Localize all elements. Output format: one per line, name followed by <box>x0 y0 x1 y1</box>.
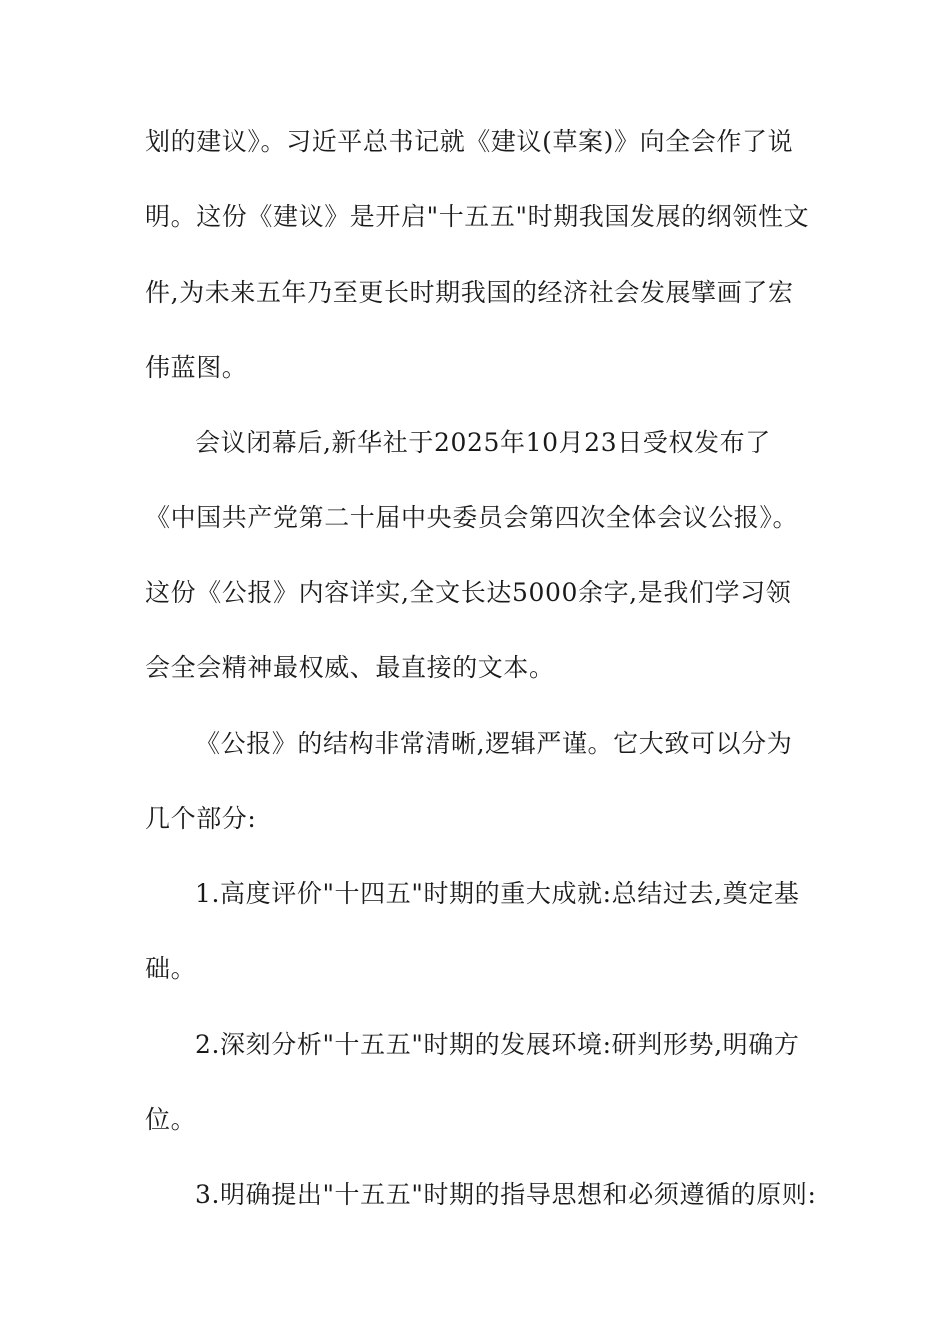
paragraph-3-line-2: 几个部分: <box>145 804 257 833</box>
list-item-2-line-2: 位。 <box>145 1105 197 1134</box>
paragraph-2-line-1: 会议闭幕后,新华社于2025年10月23日受权发布了 <box>195 428 771 457</box>
list-item-1-line-1: 1.高度评价"十四五"时期的重大成就:总结过去,奠定基 <box>195 879 800 908</box>
paragraph-2-line-3: 这份《公报》内容详实,全文长达5000余字,是我们学习领 <box>145 578 792 607</box>
paragraph-2-line-2: 《中国共产党第二十届中央委员会第四次全体会议公报》。 <box>145 503 799 532</box>
paragraph-2-line-4: 会全会精神最权威、最直接的文本。 <box>145 653 555 682</box>
paragraph-3-line-1: 《公报》的结构非常清晰,逻辑严谨。它大致可以分为 <box>195 729 793 758</box>
paragraph-1-line-4: 伟蓝图。 <box>145 353 248 382</box>
list-item-3-line-1: 3.明确提出"十五五"时期的指导思想和必须遵循的原则: <box>195 1180 817 1209</box>
paragraph-1-line-1: 划的建议》。习近平总书记就《建议(草案)》向全会作了说 <box>145 127 794 156</box>
paragraph-1-line-3: 件,为未来五年乃至更长时期我国的经济社会发展擘画了宏 <box>145 278 794 307</box>
paragraph-1-line-2: 明。这份《建议》是开启"十五五"时期我国发展的纲领性文 <box>145 202 810 231</box>
list-item-2-line-1: 2.深刻分析"十五五"时期的发展环境:研判形势,明确方 <box>195 1030 800 1059</box>
list-item-1-line-2: 础。 <box>145 954 197 983</box>
